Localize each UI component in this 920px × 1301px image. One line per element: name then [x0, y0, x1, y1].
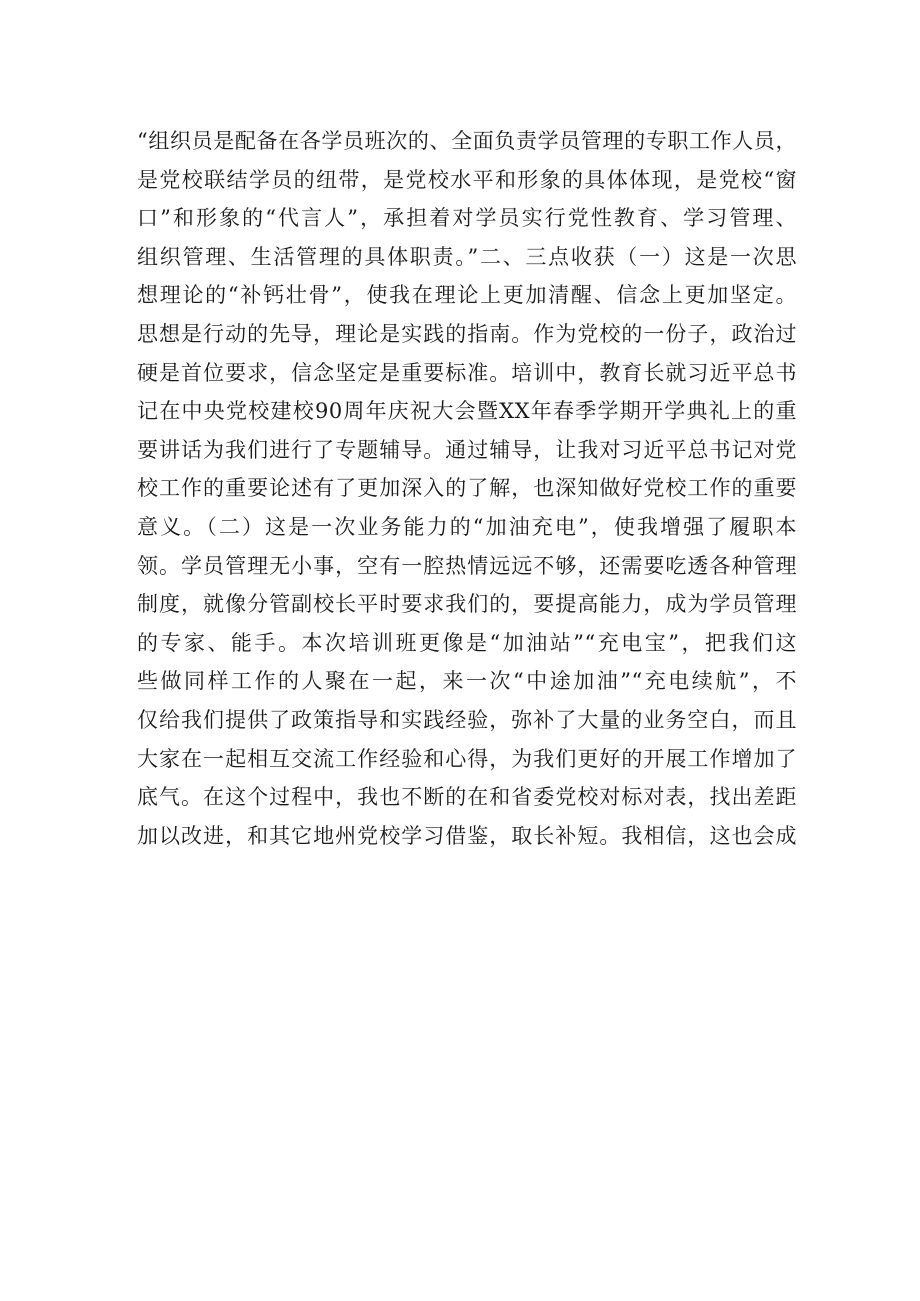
text-line: 底气。在这个过程中，我也不断的在和省委党校对标对表，找出差距	[137, 785, 797, 810]
text-line: 想理论的“补钙壮骨”，使我在理论上更加清醒、信念上更加坚定。	[137, 283, 797, 308]
text-line: 思想是行动的先导，理论是实践的指南。作为党校的一份子，政治过	[137, 321, 797, 346]
text-line: 硬是首位要求，信念坚定是重要标准。培训中，教育长就习近平总书	[137, 360, 797, 385]
text-line: 领。学员管理无小事，空有一腔热情远远不够，还需要吃透各种管理	[137, 553, 797, 578]
text-line: 是党校联结学员的纽带，是党校水平和形象的具体体现，是党校“窗	[137, 167, 797, 192]
text-line: “组织员是配备在各学员班次的、全面负责学员管理的专职工作人员，	[137, 129, 797, 153]
text-line: 意义。（二）这是一次业务能力的“加油充电”，使我增强了履职本	[137, 514, 797, 539]
text-line: 些做同样工作的人聚在一起，来一次“中途加油”“充电续航”，不	[137, 669, 797, 694]
text-line: 组织管理、生活管理的具体职责。”二、三点收获（一）这是一次思	[137, 244, 797, 269]
text-line: 口”和形象的“代言人”，承担着对学员实行党性教育、学习管理、	[137, 206, 797, 231]
text-line: 要讲话为我们进行了专题辅导。通过辅导，让我对习近平总书记对党	[137, 437, 797, 462]
text-line: 大家在一起相互交流工作经验和心得，为我们更好的开展工作增加了	[137, 746, 797, 771]
body-text	[137, 122, 797, 855]
text-line: 的专家、能手。本次培训班更像是“加油站”“充电宝”，把我们这	[137, 630, 797, 655]
text-line: 仅给我们提供了政策指导和实践经验，弥补了大量的业务空白，而且	[137, 707, 797, 732]
text-line: 制度，就像分管副校长平时要求我们的，要提高能力，成为学员管理	[137, 592, 797, 617]
text-line: 校工作的重要论述有了更加深入的了解，也深知做好党校工作的重要	[137, 476, 797, 501]
text-line: 加以改进，和其它地州党校学习借鉴，取长补短。我相信，这也会成	[137, 823, 797, 848]
text-line: 记在中央党校建校90周年庆祝大会暨XX年春季学期开学典礼上的重	[137, 399, 797, 424]
